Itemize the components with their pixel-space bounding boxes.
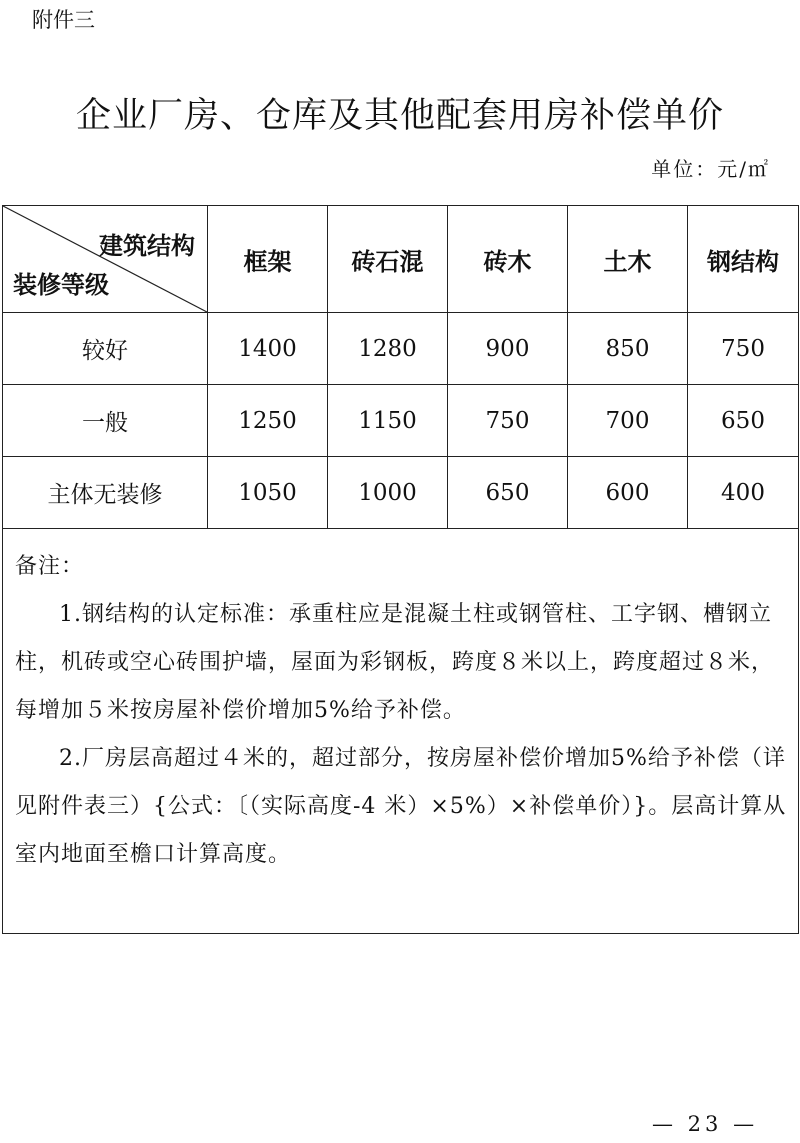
table-cell: 1150 [328, 385, 448, 457]
note-item-1: 1.钢结构的认定标准：承重柱应是混凝土柱或钢管柱、工字钢、槽钢立柱，机砖或空心砖围护墙，屋面为彩钢板，跨度８米以上，跨度超过８米，每增加５米按房屋补偿价增加5%给予补偿。 [15, 602, 775, 723]
table-header-row [3, 206, 799, 313]
row-label: 主体无装修 [3, 457, 208, 529]
column-header: 砖木 [448, 206, 568, 313]
table-cell: 1250 [208, 385, 328, 457]
table-cell: 750 [688, 313, 799, 385]
table-cell: 650 [688, 385, 799, 457]
column-header: 砖石混 [328, 206, 448, 313]
column-header: 土木 [568, 206, 688, 313]
table-row [3, 385, 799, 457]
notes-row [3, 529, 799, 934]
table-row [3, 457, 799, 529]
notes-cell [3, 529, 799, 934]
table-cell: 900 [448, 313, 568, 385]
notes-heading: 备注： [15, 554, 85, 579]
row-label: 一般 [3, 385, 208, 457]
unit-label: 单位：元/㎡ [651, 157, 770, 181]
table-cell: 1050 [208, 457, 328, 529]
table-row [3, 313, 799, 385]
column-header: 框架 [208, 206, 328, 313]
table-cell: 400 [688, 457, 799, 529]
row-label: 较好 [3, 313, 208, 385]
note-item-2: 2.厂房层高超过４米的，超过部分，按房屋补偿价增加5%给予补偿（详见附件表三）{公式：〔（实际高度-4 米）×5%）×补偿单价）}。层高计算从室内地面至檐口计算高度。 [15, 746, 787, 867]
corner-header-cell [3, 206, 208, 313]
corner-grade-label: 装修等级 [13, 271, 109, 299]
table-cell: 850 [568, 313, 688, 385]
corner-structure-label: 建筑结构 [99, 232, 195, 260]
page-number: — 23 — [652, 1112, 759, 1136]
table-cell: 700 [568, 385, 688, 457]
table-cell: 750 [448, 385, 568, 457]
table-cell: 1000 [328, 457, 448, 529]
attachment-label: 附件三 [32, 8, 95, 32]
table-cell: 600 [568, 457, 688, 529]
table-cell: 1400 [208, 313, 328, 385]
column-header: 钢结构 [688, 206, 799, 313]
page-title: 企业厂房、仓库及其他配套用房补偿单价 [75, 96, 724, 136]
table-cell: 1280 [328, 313, 448, 385]
table-cell: 650 [448, 457, 568, 529]
compensation-table [2, 205, 799, 934]
